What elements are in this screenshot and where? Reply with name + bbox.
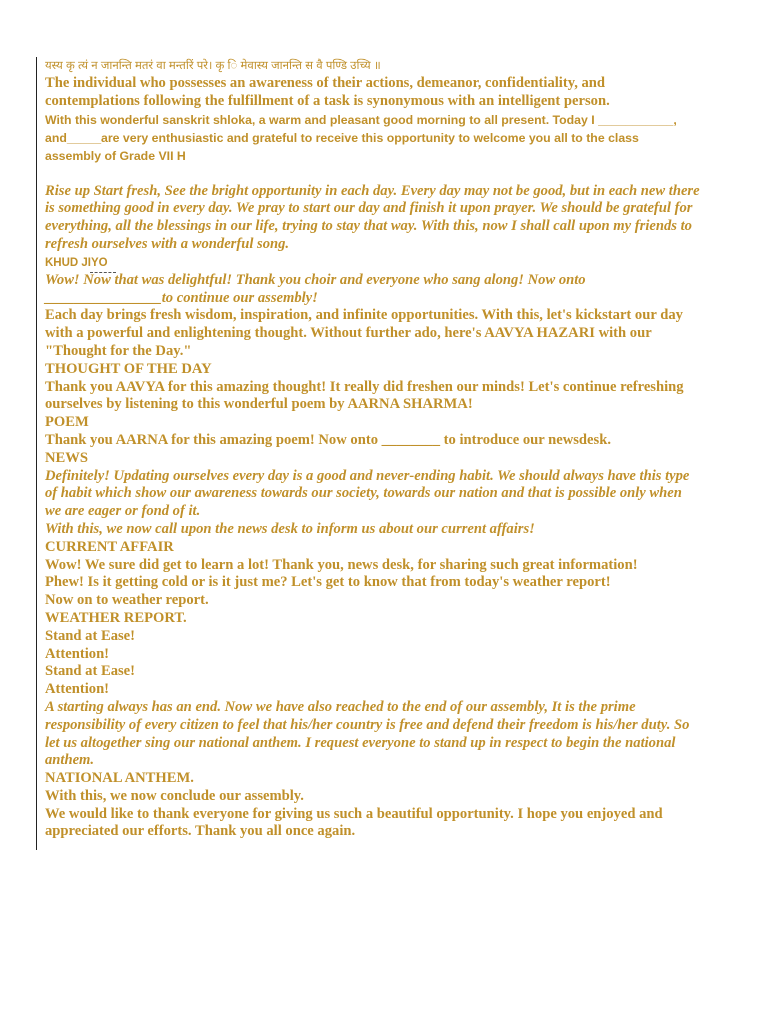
thanks-aavya-line: ourselves by listening to this wonderful poem by AARNA SHARMA! — [45, 396, 473, 413]
rise-up-line: is something good in every day. We pray to start our day and finish it upon prayer. We should be grateful for — [45, 200, 693, 217]
rise-up-line: Rise up Start fresh, See the bright opportunity in each day. Every day may not be good, but in each new there — [45, 182, 700, 199]
definitely-line: we are eager or fond of it. — [45, 503, 201, 520]
section-heading-poem: POEM — [45, 414, 89, 431]
welcome-line: assembly of Grade VII H — [45, 148, 186, 163]
fresh-wisdom-line: "Thought for the Day." — [45, 342, 192, 359]
shloka-meaning-line: contemplations following the fulfillment of a task is synonymous with an intelligent person. — [45, 92, 610, 109]
section-heading-anthem: NATIONAL ANTHEM. — [45, 770, 194, 787]
sanskrit-shloka: यस्य कृ त्यं न जानन्ति मतरं वा मन्तरिं परे। कृ ◌ि मेवास्य जानन्ति स वै पण्डि उच्यि ॥ — [45, 60, 381, 72]
shloka-meaning-line: The individual who possesses an awareness of their actions, demeanor, confidentiality, and — [45, 75, 606, 91]
left-margin-rule — [36, 57, 37, 850]
wow-line: Wow! Now that was delightful! Thank you choir and everyone who sang along! Now onto — [45, 271, 586, 288]
ending-line: responsibility of every citizen to feel that his/her country is free and defend their freedom is his/her duty. So — [45, 716, 690, 733]
rise-up-line: everything, all the blessings in our life, trying to stay that way. With this, now I shall call upon my friends to — [45, 218, 692, 235]
conclude-line: With this, we now conclude our assembly. — [45, 787, 304, 804]
fresh-wisdom-line: with a powerful and enlightening thought. Without further ado, here's AAVYA HAZARI with our — [45, 325, 652, 342]
learned-lot-line: Wow! We sure did get to learn a lot! Thank you, news desk, for sharing such great information! — [45, 556, 638, 573]
thanks-aavya-line: Thank you AAVYA for this amazing thought! It really did freshen our minds! Let's continue refreshing — [45, 378, 684, 395]
song-title: KHUD JIYO — [45, 256, 108, 269]
assembly-script — [45, 57, 735, 841]
paragraph-gap — [45, 165, 735, 183]
command-line: Stand at Ease! — [45, 663, 136, 680]
command-line: Stand at Ease! — [45, 627, 136, 644]
ending-line: A starting always has an end. Now we have also reached to the end of our assembly, It is the prime — [45, 698, 636, 715]
ending-line: let us altogether sing our national anthem. I request everyone to stand up in respect to begin the national — [45, 734, 676, 751]
command-line: Attention! — [45, 645, 110, 662]
welcome-line: With this wonderful sanskrit shloka, a warm and pleasant good morning to all present. Today I ___________, — [45, 112, 677, 127]
welcome-line: and_____are very enthusiastic and grateful to receive this opportunity to welcome you all to the class — [45, 130, 639, 145]
command-line: Attention! — [45, 681, 110, 698]
definitely-line: Definitely! Updating ourselves every day is a good and never-ending habit. We should always have this type — [45, 467, 690, 484]
thanks-aarna-line: Thank you AARNA for this amazing poem! Now onto ________ to introduce our newsdesk. — [45, 431, 611, 448]
definitely-line: With this, we now call upon the news desk to inform us about our current affairs! — [45, 520, 535, 537]
phew-line: Phew! Is it getting cold or is it just me? Let's get to know that from today's weather report! — [45, 574, 611, 591]
fresh-wisdom-line: Each day brings fresh wisdom, inspiration, and infinite opportunities. With this, let's kickstart our day — [45, 307, 683, 324]
onto-weather-line: Now on to weather report. — [45, 592, 209, 609]
ending-line: anthem. — [45, 752, 95, 769]
section-heading-weather: WEATHER REPORT. — [45, 609, 187, 626]
thanks-line: appreciated our efforts. Thank you all once again. — [45, 823, 356, 840]
section-heading-current-affair: CURRENT AFFAIR — [45, 538, 174, 555]
section-heading-thought: THOUGHT OF THE DAY — [45, 360, 212, 377]
rise-up-line: refresh ourselves with a wonderful song. — [45, 235, 290, 252]
definitely-line: of habit which show our awareness towards our society, towards our nation and that is possible only when — [45, 485, 682, 502]
section-heading-news: NEWS — [45, 449, 88, 466]
wow-line: ________________to continue our assembly! — [45, 289, 318, 306]
thanks-line: We would like to thank everyone for giving us such a beautiful opportunity. I hope you enjoyed and — [45, 805, 663, 822]
